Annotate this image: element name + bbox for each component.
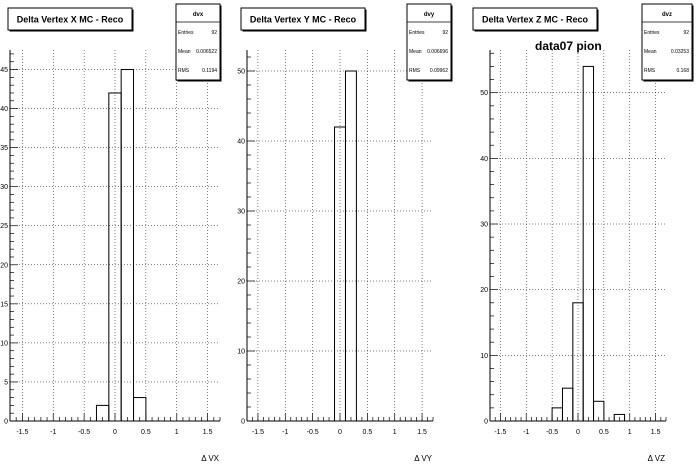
x-tick-label: 1.5 xyxy=(650,429,661,436)
x-tick-label: 1.5 xyxy=(417,429,427,436)
stats-row-value: 0.006522 xyxy=(196,49,217,55)
y-tick-label: 35 xyxy=(0,145,8,153)
stats-row-value: 0.09962 xyxy=(429,68,448,74)
stats-name: dvy xyxy=(423,12,435,18)
y-tick-label: 5 xyxy=(4,379,8,387)
histogram-panel-1 xyxy=(237,4,452,463)
x-tick-label: -1 xyxy=(282,429,289,436)
y-tick-label: 50 xyxy=(237,68,245,76)
histogram-bar xyxy=(562,388,572,421)
y-tick-label: 45 xyxy=(0,67,8,75)
stats-row-label: Mean xyxy=(644,49,657,55)
y-tick-label: 20 xyxy=(237,278,245,286)
histogram-bar xyxy=(121,70,133,421)
x-tick-label: -1.5 xyxy=(16,429,29,436)
stats-row-label: RMS xyxy=(178,68,190,74)
y-tick-label: 0 xyxy=(484,418,488,426)
y-tick-label: 25 xyxy=(0,223,8,231)
stats-row-label: Entries xyxy=(644,30,660,36)
y-tick-label: 50 xyxy=(480,90,488,98)
stats-row-value: 0.03253 xyxy=(670,49,689,55)
x-tick-label: 1 xyxy=(627,429,632,436)
stats-row-label: Mean xyxy=(178,49,191,55)
histogram-panel-2 xyxy=(473,4,694,463)
y-tick-label: 30 xyxy=(480,221,488,229)
y-tick-label: 40 xyxy=(480,155,488,163)
y-tick-label: 20 xyxy=(0,262,8,270)
histogram-bar xyxy=(335,127,346,421)
y-tick-label: 0 xyxy=(4,418,8,426)
x-tick-label: -0.5 xyxy=(546,429,559,436)
y-tick-label: 30 xyxy=(0,184,8,192)
x-tick-label: 1 xyxy=(392,429,397,436)
x-tick-label: 0.5 xyxy=(362,429,373,436)
x-tick-label: -1.5 xyxy=(494,429,507,436)
histogram-bar xyxy=(345,71,356,421)
x-tick-label: 0 xyxy=(338,429,342,436)
x-tick-label: 1.5 xyxy=(202,429,213,436)
stats-row-label: RMS xyxy=(644,68,656,74)
y-tick-label: 30 xyxy=(237,208,245,216)
x-axis-label: Δ VX xyxy=(201,454,219,463)
stats-name: dvz xyxy=(661,12,673,18)
chart-title: Delta Vertex Z MC - Reco xyxy=(481,14,589,25)
y-tick-label: 0 xyxy=(241,418,245,426)
stats-row-label: RMS xyxy=(409,68,421,74)
histogram-bar xyxy=(583,66,593,421)
x-tick-label: 0.5 xyxy=(599,429,609,436)
y-tick-label: 40 xyxy=(237,138,245,146)
chart-title: Delta Vertex Y MC - Reco xyxy=(249,14,357,25)
y-tick-label: 15 xyxy=(0,301,8,309)
stats-row-value: 0.168 xyxy=(676,68,689,74)
stats-row-label: Mean xyxy=(409,49,422,55)
y-tick-label: 10 xyxy=(0,340,8,348)
y-tick-label: 10 xyxy=(480,352,488,360)
x-tick-label: 0 xyxy=(113,429,117,436)
stats-row-value: 0.1194 xyxy=(202,68,217,74)
stats-name: dvx xyxy=(192,12,204,18)
stats-row-value: 92 xyxy=(211,30,217,36)
x-tick-label: -1 xyxy=(523,429,530,436)
x-tick-label: 0.5 xyxy=(141,429,151,436)
histogram-panel-0 xyxy=(0,4,221,463)
x-tick-label: -1.5 xyxy=(251,429,264,436)
y-tick-label: 40 xyxy=(0,106,8,114)
stats-row-value: 92 xyxy=(683,30,689,36)
annotation-label: data07 pion xyxy=(535,39,602,53)
x-axis-label: Δ VY xyxy=(414,454,432,463)
x-tick-label: 1 xyxy=(174,429,179,436)
stats-row-label: Entries xyxy=(178,30,194,36)
x-axis-label: Δ VZ xyxy=(647,454,665,463)
y-tick-label: 10 xyxy=(237,348,245,356)
x-tick-label: -0.5 xyxy=(306,429,319,436)
x-tick-label: -0.5 xyxy=(78,429,91,436)
stats-row-value: 0.006696 xyxy=(427,49,448,55)
x-tick-label: 0 xyxy=(576,429,580,436)
x-tick-label: -1 xyxy=(50,429,57,436)
stats-row-label: Entries xyxy=(409,30,425,36)
y-tick-label: 20 xyxy=(480,287,488,295)
chart-title: Delta Vertex X MC - Reco xyxy=(16,14,124,25)
stats-row-value: 92 xyxy=(442,30,448,36)
